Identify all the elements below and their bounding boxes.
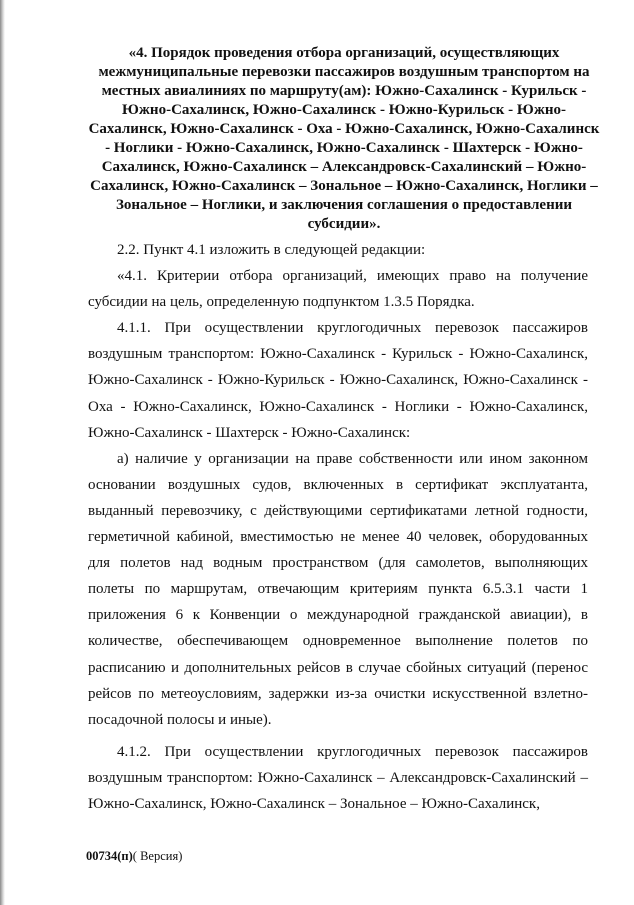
paragraph-4-1-2: 4.1.2. При осуществлении круглогодичных перевозок пассажиров воздушным транспортом: Южно-Сахалинск – Александровск-Сахалинский – Южно-Сахалинск, Южно-Сахалинск – Зональное – Южно-Сахалинск, [88,743,588,812]
section-heading: «4. Порядок проведения отбора организаций, осуществляющих межмуниципальные перевозки пассажиров воздушным транспортом на местных авиалиниях по маршруту(ам): Южно-Сахалинск - Курильск - Южно-Сахалинск, Южно-Сахалинск - Южно-Курильск - Южно-Сахалинск, Южно-Сахалинск - Оха - Южно-Сахалинск, Южно-Сахалинск - Ноглики - Южно-Сахалинск, Южно-Сахалинск - Шахтерск - Южно-Сахалинск, Южно-Сахалинск – Александровск-Сахалинский – Южно-Сахалинск, Южно-Сахалинск – Зональное – Южно-Сахалинск, Ноглики – Зональное – Ноглики, и заключения соглашения о предоставлении субсидии». [88,45,600,232]
paragraph-4-1-1: 4.1.1. При осуществлении круглогодичных перевозок пассажиров воздушным транспортом: Южно-Сахалинск - Курильск - Южно-Сахалинск, Южно-Сахалинск - Южно-Курильск - Южно-Сахалинск, Южно-Сахалинск - Оха - Южно-Сахалинск, Южно-Сахалинск - Ноглики - Южно-Сахалинск, Южно-Сахалинск - Шахтерск - Южно-Сахалинск: [88,320,588,441]
paragraph-amendment-intro: 2.2. Пункт 4.1 изложить в следующей редакции: [117,242,426,258]
document-code: 00734(п) [86,849,133,863]
document-body [88,237,588,817]
paragraph-4-1-1-a: а) наличие у организации на праве собственности или ином законном основании воздушных судов, включенных в сертификат эксплуатанта, выданный перевозчику, с действующими сертификатами летной годности, герметичной кабиной, вместимостью не менее 40 человек, оборудованных для полетов над водным пространством (для самолетов, выполняющих полеты по маршрутам, отвечающим критериям пункта 6.5.3.1 части 1 приложения 6 к Конвенции о международной гражданской авиации), в количестве, обеспечивающем одновременное выполнение полетов по расписанию и дополнительных рейсов в случае сбойных ситуаций (перенос рейсов по метеоусловиям, задержки из-за очистки искусственной взлетно-посадочной полосы и иные). [88,450,588,728]
version-label: ( Версия) [132,849,183,863]
page-footer [86,849,182,864]
paragraph-4-1: «4.1. Критерии отбора организаций, имеющих право на получение субсидии на цель, определенную подпунктом 1.3.5 Порядка. [88,268,588,311]
scan-edge-shadow [0,0,5,905]
